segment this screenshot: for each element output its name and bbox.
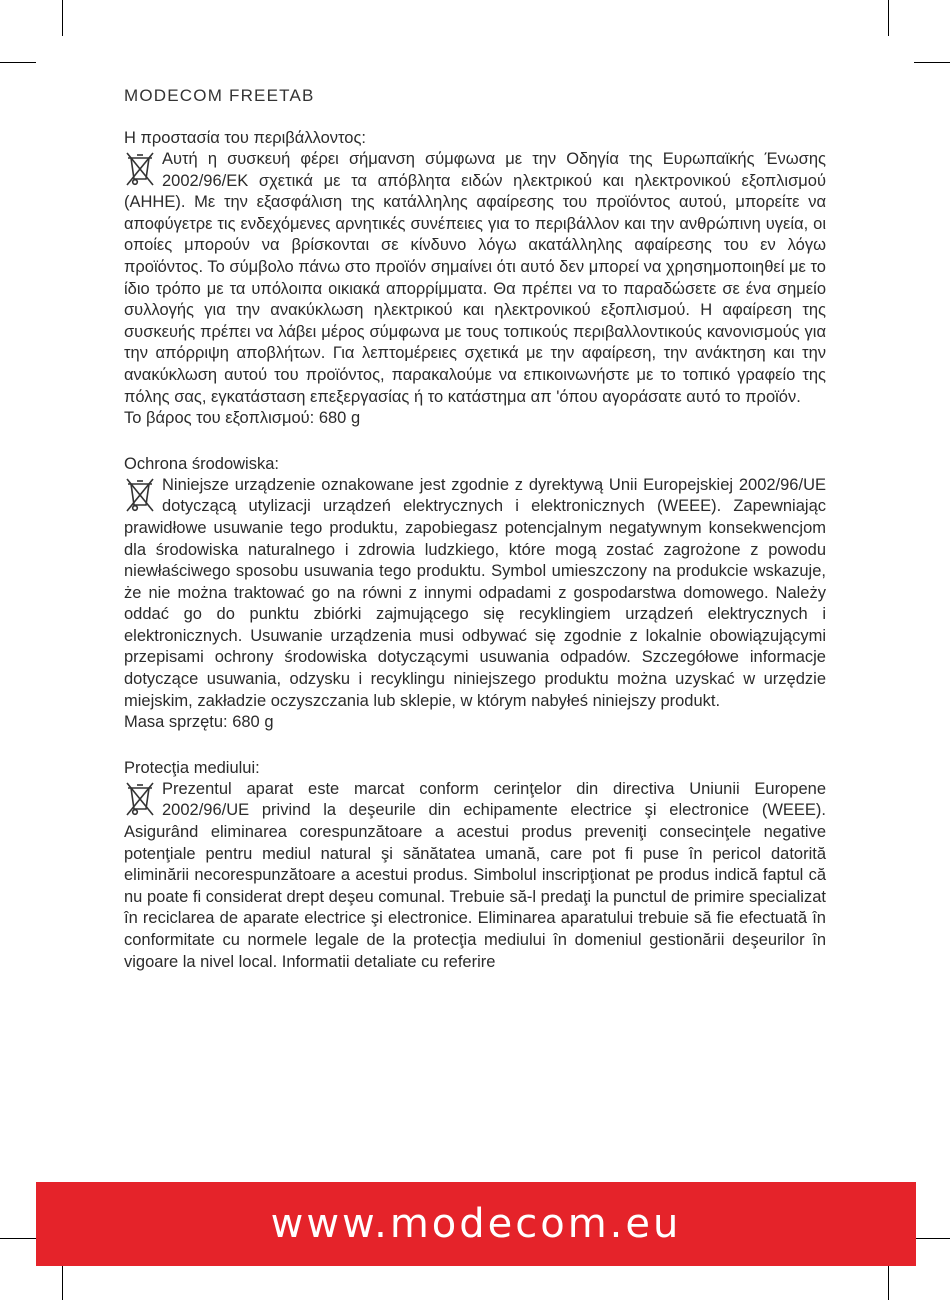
footer-band xyxy=(36,1182,916,1266)
crossed-out-wheelie-bin-icon xyxy=(124,151,156,187)
section-body: Niniejsze urządzenie oznakowane jest zgodnie z dyrektywą Unii Europejskiej 2002/96/UE dotyczącą utylizacji urządzeń elektrycznych i elektronicznych (WEEE). Zapewniając prawidłowe usuwanie tego produktu, zapobiegasz potencjalnym negatywnym konsekwencjom dla środowiska naturalnego i zdrowia ludzkiego, które mogą zostać zagrożone z powodu niewłaściwego sposobu usuwania tego produktu. Symbol umieszczony na produkcie wskazuje, że nie można traktować go na równi z innymi odpadami z gospodarstwa domowego. Należy oddać go do punktu zbiórki zajmującego się recyklingiem urządzeń elektrycznych i elektronicznych. Usuwanie urządzenia musi odbywać się zgodnie z lokalnie obowiązującymi przepisami ochrony środowiska dotyczącymi usuwania odpadów. Szczegółowe informacje dotyczące usuwania, odzysku i recyklingu niniejszego produktu można uzyskać w urzędzie miejskim, zakładzie oczyszczania lub sklepie, w którym nabyłeś niniejszy produkt. xyxy=(124,475,826,710)
section-body: Prezentul aparat este marcat conform cerinţelor din directiva Uniunii Europene 2002/96/UE privind la deşeurile din echipamente electrice şi electronice (WEEE). Asigurând eliminarea corespunzătoare a acestui produs preveniţi consecinţele negative potenţiale pentru mediul natural şi sănătatea umană, care pot fi puse în pericol datorită eliminării necorespunzătoare a acestui produs. Simbolul inscripţionat pe produs indică faptul că nu poate fi considerat drept deşeu comunal. Trebuie să-l predaţi la punctul de primire specializat în reciclarea de aparate electrice şi electronice. Eliminarea aparatului trebuie să fie efectuată în conformitate cu normele legale de la protecţia mediului în domeniul gestionării deşeurilor în vigoare la nivel local. Informatii detaliate cu referire xyxy=(124,779,826,971)
section-heading: Η προστασία του περιβάλλοντος: xyxy=(124,129,366,147)
crop-mark-bottom-left xyxy=(62,1264,63,1300)
equipment-weight: Masa sprzętu: 680 g xyxy=(124,713,274,732)
document-header: MODECOM FREETAB xyxy=(124,86,315,105)
crop-mark-right-bottom xyxy=(914,1238,950,1239)
crop-mark-top-left xyxy=(62,0,63,36)
crossed-out-wheelie-bin-icon xyxy=(124,781,156,817)
document-page xyxy=(124,86,826,997)
section-body: Αυτή η συσκευή φέρει σήμανση σύμφωνα με την Οδηγία της Ευρωπαϊκής Ένωσης 2002/96/ΕΚ σχετικά με τα απόβλητα ειδών ηλεκτρικού και ηλεκτρονικού εξοπλισμού (ΑΗΗΕ). Με την εξασφάλιση της κατάλληλης αφαίρεσης του προϊόντος αυτού, μπορείτε να αποφύγετρε τις ενδεχόμενες αρνητικές συνέπειες για το περιβάλλον και την ανθρώπινη υγεία, οι οποίες μπορούν να βρίσκονται σε κίνδυνο λόγω ακατάλληλης αφαίρεσης του εν λόγω προϊόντος. Το σύμβολο πάνω στο προϊόν σημαίνει ότι αυτό δεν μπορεί να χρησημοποιηθεί με το ίδιο τρόπο με τα υπόλοιπα οικιακά απορρίμματα. Θα πρέπει να το παραδώσετε σε ένα σημείο συλλογής για την ανακύκλωση ηλεκτρικού και ηλεκτρονικού εξοπλισμού. Η αφαίρεση της συσκευής πρέπει να λάβει μέρος σύμφωνα με τους τοπικούς περιβαλλοντικούς κανονισμούς για την απόρριψη αποβλήτων. Για λεπτομέρειες σχετικά με την αφαίρεση, την ανάκτηση και την ανακύκλωση αυτού του προϊόντος, παρακαλούμε να επικοινωνήστε με το τοπικό γραφείο της πόλης σας, εγκατάσταση επεξεργασίας ή το κατάστημα απ 'όπου αγοράσατε αυτό το προϊόν. xyxy=(124,150,826,406)
crop-mark-top-right xyxy=(888,0,889,36)
crop-mark-left-top xyxy=(0,62,36,63)
section-romanian xyxy=(124,758,826,973)
website-url[interactable]: www.modecom.eu xyxy=(270,1201,682,1247)
crop-mark-left-bottom xyxy=(0,1238,36,1239)
section-polish xyxy=(124,454,826,734)
section-heading: Protecţia mediului: xyxy=(124,758,260,777)
crossed-out-wheelie-bin-icon xyxy=(124,477,156,513)
equipment-weight: Το βάρος του εξοπλισμού: 680 g xyxy=(124,409,361,428)
crop-mark-right-top xyxy=(914,62,950,63)
section-heading: Ochrona środowiska: xyxy=(124,454,279,473)
section-greek xyxy=(124,128,826,430)
crop-mark-bottom-right xyxy=(888,1264,889,1300)
